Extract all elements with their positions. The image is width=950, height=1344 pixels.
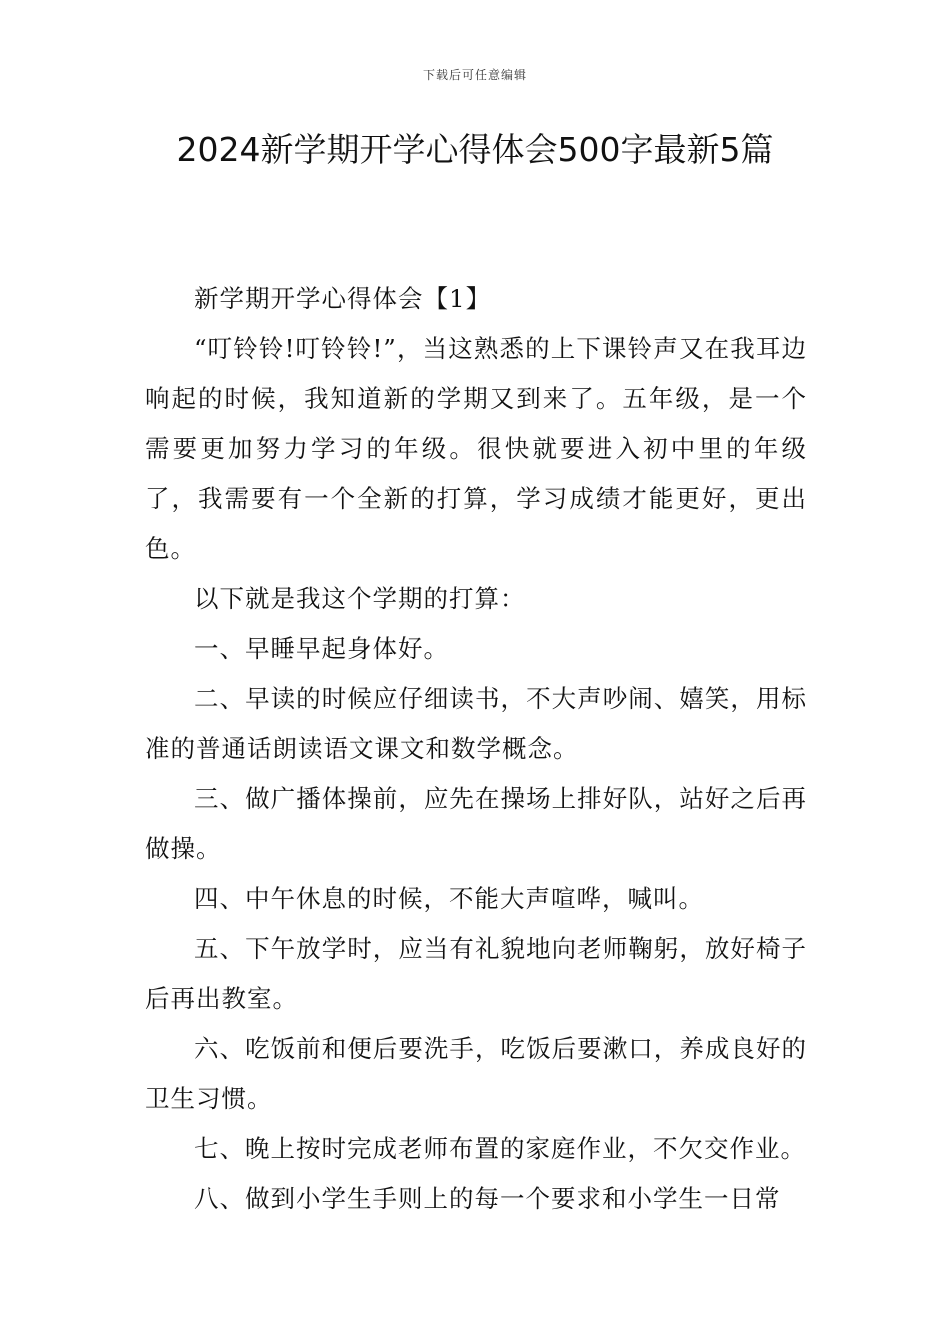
list-item: 五、下午放学时，应当有礼貌地向老师鞠躬，放好椅子后再出教室。 bbox=[145, 934, 807, 1013]
list-item: 二、早读的时候应仔细读书，不大声吵闹、嬉笑，用标准的普通话朗读语文课文和数学概念。 bbox=[145, 684, 807, 763]
list-item: 八、做到小学生手则上的每一个要求和小学生一日常 bbox=[194, 1184, 781, 1213]
document-title: 2024新学期开学心得体会500字最新5篇 bbox=[176, 130, 774, 169]
document-body bbox=[145, 274, 807, 1224]
section-heading: 新学期开学心得体会【1】 bbox=[194, 284, 492, 313]
list-item: 四、中午休息的时候，不能大声喧哗，喊叫。 bbox=[194, 884, 704, 913]
header-note: 下载后可任意编辑 bbox=[422, 68, 527, 82]
list-item: 三、做广播体操前，应先在操场上排好队，站好之后再做操。 bbox=[145, 784, 807, 863]
paragraph: 以下就是我这个学期的打算： bbox=[194, 584, 526, 613]
paragraph: “叮铃铃!叮铃铃!”，当这熟悉的上下课铃声又在我耳边响起的时候，我知道新的学期又到来了。五年级，是一个需要更加努力学习的年级。很快就要进入初中里的年级了，我需要有一个全新的打算，学习成绩才能更好，更出色。 bbox=[145, 334, 807, 563]
list-item: 一、早睡早起身体好。 bbox=[194, 634, 449, 663]
list-item: 七、晚上按时完成老师布置的家庭作业，不欠交作业。 bbox=[194, 1134, 806, 1163]
list-item: 六、吃饭前和便后要洗手，吃饭后要漱口，养成良好的卫生习惯。 bbox=[145, 1034, 807, 1113]
